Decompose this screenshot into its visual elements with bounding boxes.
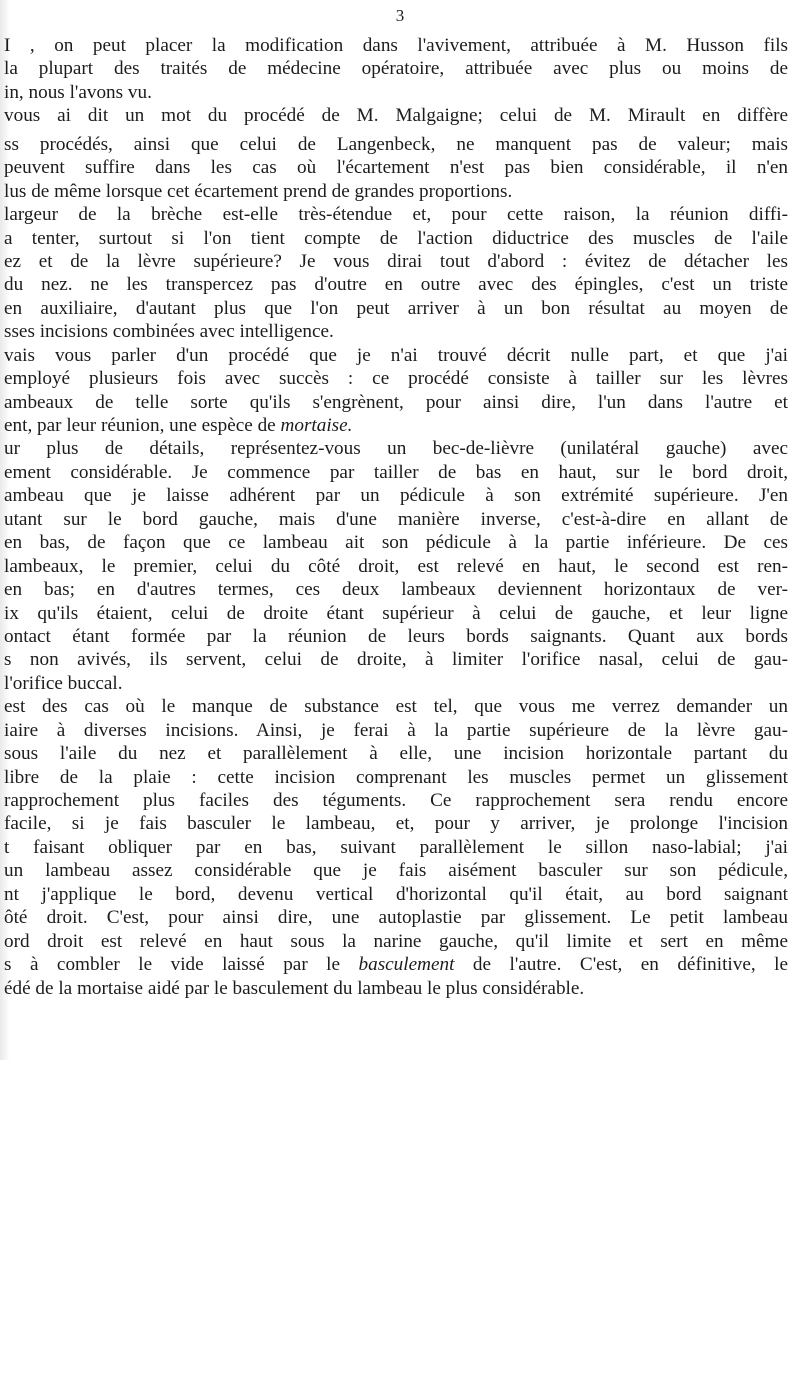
text-line: du nez. ne les transpercez pas d'outre en outre avec des épingles, c'est un triste (4, 274, 788, 296)
text-line: a tenter, surtout si l'on tient compte de l'action diductrice des muscles de l'aile (4, 227, 788, 249)
text-line: iaire à diverses incisions. Ainsi, je ferai à la partie supérieure de la lèvre gau- (4, 719, 788, 741)
text-line: ur plus de détails, représentez-vous un bec-de-lièvre (unilatéral gauche) avec (4, 438, 788, 460)
text-line: l'orifice buccal. (4, 672, 123, 694)
text-line: rapprochement plus faciles des téguments. Ce rapprochement sera rendu encore (4, 790, 788, 811)
text-line: lus de même lorsque cet écartement prend de grandes proportions. (4, 180, 513, 202)
page-number: 3 (395, 6, 405, 25)
text-line: ambeaux de telle sorte qu'ils s'engrènent, pour ainsi dire, l'un dans l'autre et (4, 391, 788, 413)
text-line: s à combler le vide laissé par le basculement de l'autre. C'est, en définitive, le (4, 954, 788, 976)
text-line: vais vous parler d'un procédé que je n'ai trouvé décrit nulle part, et que j'ai (4, 344, 788, 366)
text-line: largeur de la brèche est-elle très-étendue et, pour cette raison, la réunion diffi- (4, 204, 788, 226)
text-line: lambeaux, le premier, celui du côté droit, est relevé en haut, le second est ren- (4, 555, 788, 577)
text-line: ss procédés, ainsi que celui de Langenbeck, ne manquent pas de valeur; mais (4, 133, 788, 155)
text-line: I , on peut placer la modification dans l'avivement, attribuée à M. Husson fils (4, 35, 788, 56)
text-line: ôté droit. C'est, pour ainsi dire, une autoplastie par glissement. Le petit lambeau (4, 907, 788, 929)
text-line: ord droit est relevé en haut sous la narine gauche, qu'il limite et sert en même (4, 930, 788, 952)
text-line: en bas; en d'autres termes, ces deux lambeaux deviennent horizontaux de ver- (4, 579, 788, 601)
text-line: est des cas où le manque de substance est tel, que vous me verrez demander un (4, 696, 788, 718)
text-line: en bas, de façon que ce lambeau ait son pédicule à la partie inférieure. De ces (4, 532, 788, 554)
text-line: ambeau que je laisse adhérent par un pédicule à son extrémité supérieure. J'en (4, 485, 788, 507)
text-line: facile, si je fais basculer le lambeau, et, pour y arriver, je prolonge l'incision (4, 813, 788, 835)
text-line: ent, par leur réunion, une espèce de mortaise. (4, 415, 353, 436)
text-line: s non avivés, ils servent, celui de droite, à limiter l'orifice nasal, celui de gau- (4, 649, 788, 671)
text-line: libre de la plaie : cette incision comprenant les muscles permet un glissement (4, 766, 788, 788)
text-line: peuvent suffire dans les cas où l'écartement n'est pas bien considérable, il n'en (4, 157, 788, 179)
text-line: sous l'aile du nez et parallèlement à elle, une incision horizontale partant du (4, 743, 788, 765)
text-line: un lambeau assez considérable que je fais aisément basculer sur son pédicule, (4, 860, 788, 882)
text-line: la plupart des traités de médecine opératoire, attribuée avec plus ou moins de (4, 58, 788, 80)
text-line: t faisant obliquer par en bas, suivant parallèlement le sillon naso-labial; j'ai (4, 836, 788, 858)
text-line: en auxiliaire, d'autant plus que l'on peut arriver à un bon résultat au moyen de (4, 297, 788, 319)
text-line: in, nous l'avons vu. (4, 81, 152, 103)
body-text (0, 34, 800, 1000)
text-line: ez et de la lèvre supérieure? Je vous dirai tout d'abord : évitez de détacher les (4, 250, 788, 272)
text-line: utant sur le bord gauche, mais d'une manière inverse, c'est-à-dire en allant de (4, 508, 788, 530)
text-line: vous ai dit un mot du procédé de M. Malgaigne; celui de M. Mirault en diffère (4, 105, 788, 127)
text-line: édé de la mortaise aidé par le basculement du lambeau le plus considérable. (4, 977, 585, 999)
text-line: sses incisions combinées avec intelligence. (4, 321, 334, 343)
text-line: employé plusieurs fois avec succès : ce procédé consiste à tailler sur les lèvres (4, 368, 788, 390)
text-line: ontact étant formée par la réunion de leurs bords saignants. Quant aux bords (4, 625, 788, 647)
text-line: nt j'applique le bord, devenu vertical d'horizontal qu'il était, au bord saignant (4, 883, 788, 905)
text-line: ement considérable. Je commence par tailler de bas en haut, sur le bord droit, (4, 461, 788, 483)
text-line: ix qu'ils étaient, celui de droite étant supérieur à celui de gauche, et leur ligne (4, 602, 788, 624)
